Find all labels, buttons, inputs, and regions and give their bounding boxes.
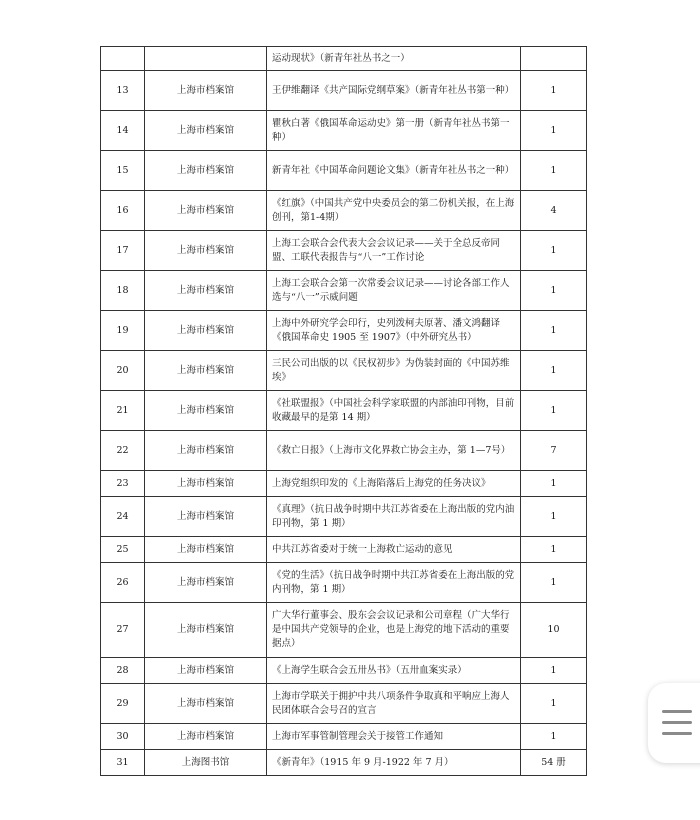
table-row	[101, 431, 587, 471]
item-title-cell: 《上海学生联合会五卅丛书》（五卅血案实录）	[267, 658, 521, 684]
quantity-cell: 1	[521, 351, 587, 391]
item-title-cell: 上海市学联关于拥护中共八项条件争取真和平响应上海人民团体联合会号召的宣言	[267, 684, 521, 724]
holder-cell: 上海市档案馆	[145, 471, 267, 497]
row-number-cell: 21	[101, 391, 145, 431]
row-number-cell: 20	[101, 351, 145, 391]
quantity-cell: 1	[521, 658, 587, 684]
table-row	[101, 111, 587, 151]
item-title-cell: 运动现状》（新青年社丛书之一）	[267, 47, 521, 71]
catalog-table	[100, 46, 587, 776]
item-title-cell: 瞿秋白著《俄国革命运动史》第一册（新青年社丛书第一种）	[267, 111, 521, 151]
row-number-cell: 30	[101, 724, 145, 750]
quantity-cell: 1	[521, 471, 587, 497]
row-number-cell: 13	[101, 71, 145, 111]
table-row	[101, 151, 587, 191]
holder-cell: 上海市档案馆	[145, 151, 267, 191]
item-title-cell: 上海工会联合会第一次常委会议记录——讨论各部工作人选与“八一”示威问题	[267, 271, 521, 311]
holder-cell: 上海市档案馆	[145, 391, 267, 431]
row-number-cell: 15	[101, 151, 145, 191]
holder-cell: 上海市档案馆	[145, 658, 267, 684]
table-row	[101, 537, 587, 563]
row-number-cell: 29	[101, 684, 145, 724]
row-number-cell: 18	[101, 271, 145, 311]
holder-cell: 上海图书馆	[145, 750, 267, 776]
table-row	[101, 71, 587, 111]
row-number-cell: 14	[101, 111, 145, 151]
item-title-cell: 王伊维翻译《共产国际党纲草案》（新青年社丛书第一种）	[267, 71, 521, 111]
holder-cell: 上海市档案馆	[145, 603, 267, 658]
quantity-cell: 1	[521, 684, 587, 724]
floating-menu-button[interactable]	[648, 683, 700, 763]
table-row	[101, 271, 587, 311]
quantity-cell: 10	[521, 603, 587, 658]
row-number-cell: 22	[101, 431, 145, 471]
item-title-cell: 《红旗》（中国共产党中央委员会的第二份机关报，在上海创刊，第1-4期）	[267, 191, 521, 231]
quantity-cell: 1	[521, 497, 587, 537]
holder-cell: 上海市档案馆	[145, 431, 267, 471]
quantity-cell: 1	[521, 563, 587, 603]
row-number-cell: 25	[101, 537, 145, 563]
holder-cell	[145, 47, 267, 71]
holder-cell: 上海市档案馆	[145, 351, 267, 391]
row-number-cell	[101, 47, 145, 71]
table-row	[101, 750, 587, 776]
quantity-cell: 1	[521, 231, 587, 271]
row-number-cell: 27	[101, 603, 145, 658]
item-title-cell: 《救亡日报》（上海市文化界救亡协会主办，第 1—7号）	[267, 431, 521, 471]
table-row	[101, 658, 587, 684]
table-row	[101, 603, 587, 658]
quantity-cell: 7	[521, 431, 587, 471]
row-number-cell: 16	[101, 191, 145, 231]
catalog-table-body	[101, 47, 587, 776]
row-number-cell: 19	[101, 311, 145, 351]
table-row	[101, 684, 587, 724]
holder-cell: 上海市档案馆	[145, 271, 267, 311]
table-row	[101, 231, 587, 271]
quantity-cell: 1	[521, 391, 587, 431]
quantity-cell: 1	[521, 151, 587, 191]
row-number-cell: 26	[101, 563, 145, 603]
item-title-cell: 三民公司出版的以《民权初步》为伪装封面的《中国苏维埃》	[267, 351, 521, 391]
item-title-cell: 上海党组织印发的《上海陷落后上海党的任务决议》	[267, 471, 521, 497]
holder-cell: 上海市档案馆	[145, 311, 267, 351]
holder-cell: 上海市档案馆	[145, 71, 267, 111]
row-number-cell: 24	[101, 497, 145, 537]
table-row	[101, 563, 587, 603]
holder-cell: 上海市档案馆	[145, 563, 267, 603]
row-number-cell: 23	[101, 471, 145, 497]
item-title-cell: 广大华行董事会、股东会会议记录和公司章程（广大华行是中国共产党领导的企业，也是上海党的地下活动的重要据点）	[267, 603, 521, 658]
quantity-cell	[521, 47, 587, 71]
item-title-cell: 《党的生活》（抗日战争时期中共江苏省委在上海出版的党内刊物，第 1 期）	[267, 563, 521, 603]
table-row	[101, 497, 587, 537]
table-row	[101, 724, 587, 750]
item-title-cell: 《社联盟报》（中国社会科学家联盟的内部油印刊物，目前收藏最早的是第 14 期）	[267, 391, 521, 431]
table-row	[101, 191, 587, 231]
row-number-cell: 31	[101, 750, 145, 776]
table-row	[101, 311, 587, 351]
item-title-cell: 上海中外研究学会印行，史列泼柯夫原著、潘文鸿翻译《俄国革命史 1905 至 1907》（中外研究丛书）	[267, 311, 521, 351]
item-title-cell: 《真理》（抗日战争时期中共江苏省委在上海出版的党内油印刊物，第 1 期）	[267, 497, 521, 537]
holder-cell: 上海市档案馆	[145, 111, 267, 151]
quantity-cell: 1	[521, 311, 587, 351]
quantity-cell: 1	[521, 71, 587, 111]
holder-cell: 上海市档案馆	[145, 497, 267, 537]
table-row	[101, 351, 587, 391]
quantity-cell: 1	[521, 271, 587, 311]
quantity-cell: 1	[521, 537, 587, 563]
item-title-cell: 中共江苏省委对于统一上海救亡运动的意见	[267, 537, 521, 563]
table-row	[101, 391, 587, 431]
holder-cell: 上海市档案馆	[145, 191, 267, 231]
holder-cell: 上海市档案馆	[145, 684, 267, 724]
holder-cell: 上海市档案馆	[145, 231, 267, 271]
quantity-cell: 4	[521, 191, 587, 231]
row-number-cell: 17	[101, 231, 145, 271]
item-title-cell: 《新青年》（1915 年 9 月-1922 年 7 月）	[267, 750, 521, 776]
table-row	[101, 47, 587, 71]
item-title-cell: 新青年社《中国革命问题论文集》（新青年社丛书之一种）	[267, 151, 521, 191]
holder-cell: 上海市档案馆	[145, 724, 267, 750]
quantity-cell: 1	[521, 111, 587, 151]
quantity-cell: 1	[521, 724, 587, 750]
quantity-cell: 54 册	[521, 750, 587, 776]
holder-cell: 上海市档案馆	[145, 537, 267, 563]
table-row	[101, 471, 587, 497]
row-number-cell: 28	[101, 658, 145, 684]
item-title-cell: 上海市军事管制管理会关于接管工作通知	[267, 724, 521, 750]
item-title-cell: 上海工会联合会代表大会会议记录——关于全总反帝同盟、工联代表报告与“八一”工作讨论	[267, 231, 521, 271]
